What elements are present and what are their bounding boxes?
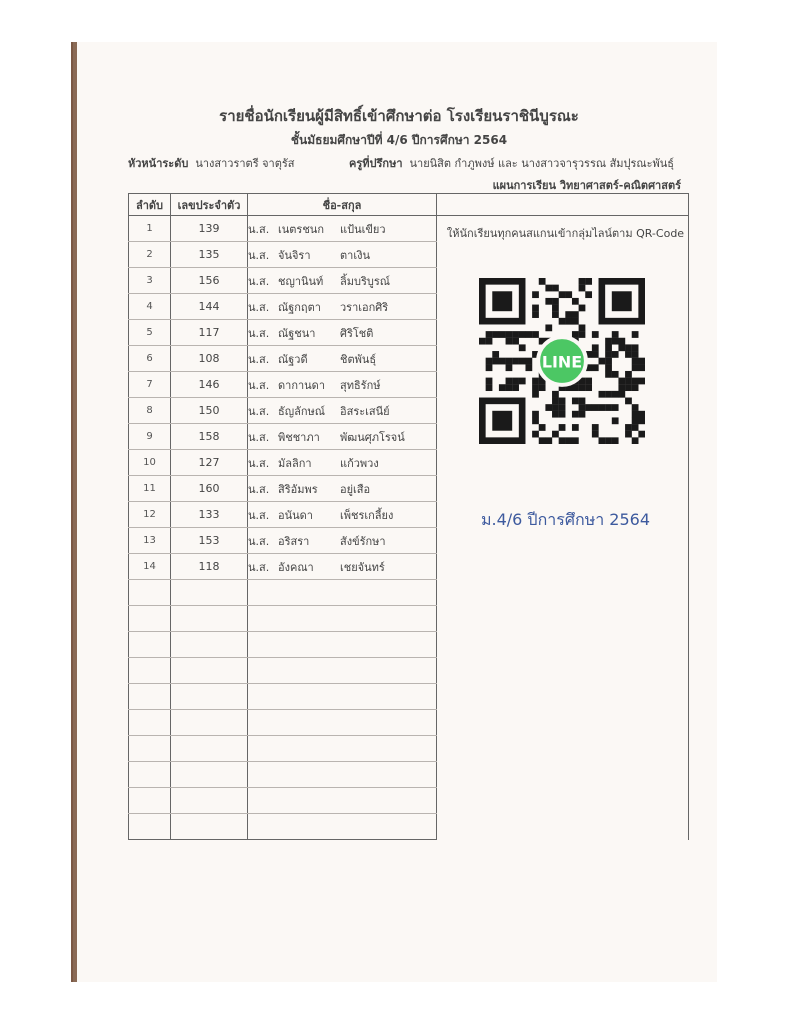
first-name: ธัญลักษณ์ xyxy=(278,404,325,418)
student-id-cell: 133 xyxy=(171,502,248,528)
line-logo-text: LINE xyxy=(541,352,583,372)
first-name: เนตรชนก xyxy=(278,222,324,236)
row-number-cell xyxy=(129,632,171,658)
side-cell xyxy=(437,242,689,268)
student-name-cell xyxy=(248,736,437,762)
row-number-cell: 9 xyxy=(129,424,171,450)
row-number-cell: 8 xyxy=(129,398,171,424)
side-cell xyxy=(437,476,689,502)
row-number-cell xyxy=(129,814,171,840)
student-id-cell: 108 xyxy=(171,346,248,372)
line-qr-code-icon xyxy=(479,278,645,444)
table-row xyxy=(129,580,689,606)
student-name-cell xyxy=(248,398,437,424)
side-cell xyxy=(437,606,689,632)
name-prefix: น.ส. xyxy=(248,300,270,314)
student-id-cell: 139 xyxy=(171,216,248,242)
name-prefix: น.ส. xyxy=(248,560,270,574)
side-cell xyxy=(437,762,689,788)
row-number-cell: 12 xyxy=(129,502,171,528)
student-name-cell xyxy=(248,658,437,684)
side-cell xyxy=(437,658,689,684)
table-row xyxy=(129,762,689,788)
student-name-cell xyxy=(248,710,437,736)
first-name: ณัฐวดี xyxy=(278,352,308,366)
last-name: พัฒนศุภโรจน์ xyxy=(340,430,405,444)
first-name: จันจิรา xyxy=(278,248,311,262)
row-number-cell: 11 xyxy=(129,476,171,502)
row-number-cell xyxy=(129,606,171,632)
head-teacher xyxy=(128,154,294,172)
table-row xyxy=(129,242,689,268)
table-header-row xyxy=(129,194,689,216)
advisor xyxy=(349,154,674,172)
student-name-cell xyxy=(248,762,437,788)
qr-instruction: ให้นักเรียนทุกคนสแกนเข้ากลุ่มไลน์ตาม QR-Code xyxy=(446,227,685,240)
first-name: สิริอัมพร xyxy=(278,482,318,496)
student-id-cell xyxy=(171,580,248,606)
name-prefix: น.ส. xyxy=(248,456,270,470)
column-header-name: ชื่อ-สกุล xyxy=(248,194,437,216)
table-row xyxy=(129,606,689,632)
advisor-names: นายนิสิต กำภูพงษ์ และ นางสาวจารุวรรณ สัมปุรณะพันธุ์ xyxy=(409,157,675,170)
column-header-id: เลขประจำตัว xyxy=(171,194,248,216)
student-id-cell xyxy=(171,736,248,762)
last-name: เพ็ชรเกลี้ยง xyxy=(340,508,394,522)
class-grade-label: ม.4/6 ปีการศึกษา 2564 xyxy=(480,510,651,529)
student-name-cell xyxy=(248,554,437,580)
last-name: เชยจันทร์ xyxy=(340,560,385,574)
row-number-cell: 6 xyxy=(129,346,171,372)
row-number-cell xyxy=(129,788,171,814)
name-prefix: น.ส. xyxy=(248,482,270,496)
student-id-cell xyxy=(171,788,248,814)
table-row xyxy=(129,476,689,502)
row-number-cell: 14 xyxy=(129,554,171,580)
student-id-cell: 127 xyxy=(171,450,248,476)
table-row xyxy=(129,658,689,684)
document-subtitle: ชั้นมัธยมศึกษาปีที่ 4/6 ปีการศึกษา 2564 xyxy=(290,133,508,147)
row-number-cell: 5 xyxy=(129,320,171,346)
first-name: ดากานดา xyxy=(278,378,325,392)
document-sheet xyxy=(73,42,717,982)
row-number-cell: 4 xyxy=(129,294,171,320)
student-id-cell xyxy=(171,814,248,840)
row-number-cell xyxy=(129,658,171,684)
table-row xyxy=(129,788,689,814)
student-id-cell xyxy=(171,762,248,788)
row-number-cell: 3 xyxy=(129,268,171,294)
student-id-cell: 118 xyxy=(171,554,248,580)
student-id-cell xyxy=(171,606,248,632)
student-name-cell xyxy=(248,528,437,554)
student-id-cell xyxy=(171,710,248,736)
table-row xyxy=(129,814,689,840)
last-name: อิสระเสนีย์ xyxy=(340,404,390,418)
last-name: ศิริโชติ xyxy=(340,326,374,340)
student-name-cell xyxy=(248,788,437,814)
last-name: สุทธิรักษ์ xyxy=(340,378,381,392)
row-number-cell: 10 xyxy=(129,450,171,476)
first-name: มัลลิกา xyxy=(278,456,312,470)
last-name: ตาเงิน xyxy=(340,248,370,262)
last-name: สังข์รักษา xyxy=(340,534,386,548)
row-number-cell xyxy=(129,710,171,736)
first-name: ณัฐชนา xyxy=(278,326,316,340)
student-name-cell xyxy=(248,502,437,528)
last-name: ชิตพันธุ์ xyxy=(340,352,377,366)
table-row xyxy=(129,632,689,658)
student-name-cell xyxy=(248,268,437,294)
table-row xyxy=(129,710,689,736)
student-id-cell: 156 xyxy=(171,268,248,294)
student-name-cell xyxy=(248,216,437,242)
name-prefix: น.ส. xyxy=(248,534,270,548)
table-row xyxy=(129,684,689,710)
student-name-cell xyxy=(248,476,437,502)
student-id-cell: 135 xyxy=(171,242,248,268)
table-row xyxy=(129,450,689,476)
row-number-cell: 13 xyxy=(129,528,171,554)
student-name-cell xyxy=(248,606,437,632)
student-name-cell xyxy=(248,294,437,320)
name-prefix: น.ส. xyxy=(248,508,270,522)
name-prefix: น.ส. xyxy=(248,404,270,418)
row-number-cell: 7 xyxy=(129,372,171,398)
first-name: พิชชาภา xyxy=(278,430,320,444)
student-name-cell xyxy=(248,242,437,268)
student-name-cell xyxy=(248,346,437,372)
student-name-cell xyxy=(248,320,437,346)
first-name: อริสรา xyxy=(278,534,310,548)
last-name: อยู่เสือ xyxy=(340,482,371,496)
row-number-cell xyxy=(129,762,171,788)
side-cell xyxy=(437,580,689,606)
student-id-cell xyxy=(171,658,248,684)
column-header-no: ลำดับ xyxy=(129,194,171,216)
name-prefix: น.ส. xyxy=(248,248,270,262)
side-cell xyxy=(437,710,689,736)
student-name-cell xyxy=(248,424,437,450)
row-number-cell: 1 xyxy=(129,216,171,242)
row-number-cell xyxy=(129,736,171,762)
side-cell xyxy=(437,814,689,840)
side-cell xyxy=(437,554,689,580)
student-id-cell: 146 xyxy=(171,372,248,398)
side-cell xyxy=(437,632,689,658)
student-id-cell: 153 xyxy=(171,528,248,554)
last-name: แป้นเขียว xyxy=(340,222,386,236)
name-prefix: น.ส. xyxy=(248,352,270,366)
name-prefix: น.ส. xyxy=(248,430,270,444)
student-name-cell xyxy=(248,684,437,710)
row-number-cell: 2 xyxy=(129,242,171,268)
table-row xyxy=(129,736,689,762)
student-id-cell: 150 xyxy=(171,398,248,424)
student-id-cell xyxy=(171,684,248,710)
last-name: วราเอกศิริ xyxy=(340,300,389,314)
student-id-cell xyxy=(171,632,248,658)
column-header-side xyxy=(437,194,689,216)
student-name-cell xyxy=(248,450,437,476)
study-program: แผนการเรียน วิทยาศาสตร์-คณิตศาสตร์ xyxy=(492,179,681,192)
advisor-label: ครูที่ปรึกษา xyxy=(349,157,403,170)
head-teacher-name: นางสาวราตรี จาตุรัส xyxy=(195,157,295,170)
student-name-cell xyxy=(248,580,437,606)
student-id-cell: 158 xyxy=(171,424,248,450)
document-title: รายชื่อนักเรียนผู้มีสิทธิ์เข้าศึกษาต่อ โรงเรียนราชินีบูรณะ xyxy=(219,107,579,125)
side-cell xyxy=(437,684,689,710)
student-name-cell xyxy=(248,372,437,398)
first-name: ณัฐกฤตา xyxy=(278,300,321,314)
name-prefix: น.ส. xyxy=(248,378,270,392)
student-name-cell xyxy=(248,814,437,840)
first-name: อังคณา xyxy=(278,560,314,574)
last-name: ลิ้มบริบูรณ์ xyxy=(340,274,390,288)
row-number-cell xyxy=(129,684,171,710)
first-name: อนันดา xyxy=(278,508,313,522)
side-cell xyxy=(437,736,689,762)
student-id-cell: 144 xyxy=(171,294,248,320)
row-number-cell xyxy=(129,580,171,606)
table-row xyxy=(129,554,689,580)
student-name-cell xyxy=(248,632,437,658)
student-id-cell: 117 xyxy=(171,320,248,346)
side-cell xyxy=(437,788,689,814)
student-id-cell: 160 xyxy=(171,476,248,502)
side-cell xyxy=(437,450,689,476)
last-name: แก้วพวง xyxy=(340,456,379,470)
head-teacher-label: หัวหน้าระดับ xyxy=(128,157,189,170)
name-prefix: น.ส. xyxy=(248,326,270,340)
name-prefix: น.ส. xyxy=(248,222,270,236)
name-prefix: น.ส. xyxy=(248,274,270,288)
first-name: ชญานินท์ xyxy=(278,274,324,288)
